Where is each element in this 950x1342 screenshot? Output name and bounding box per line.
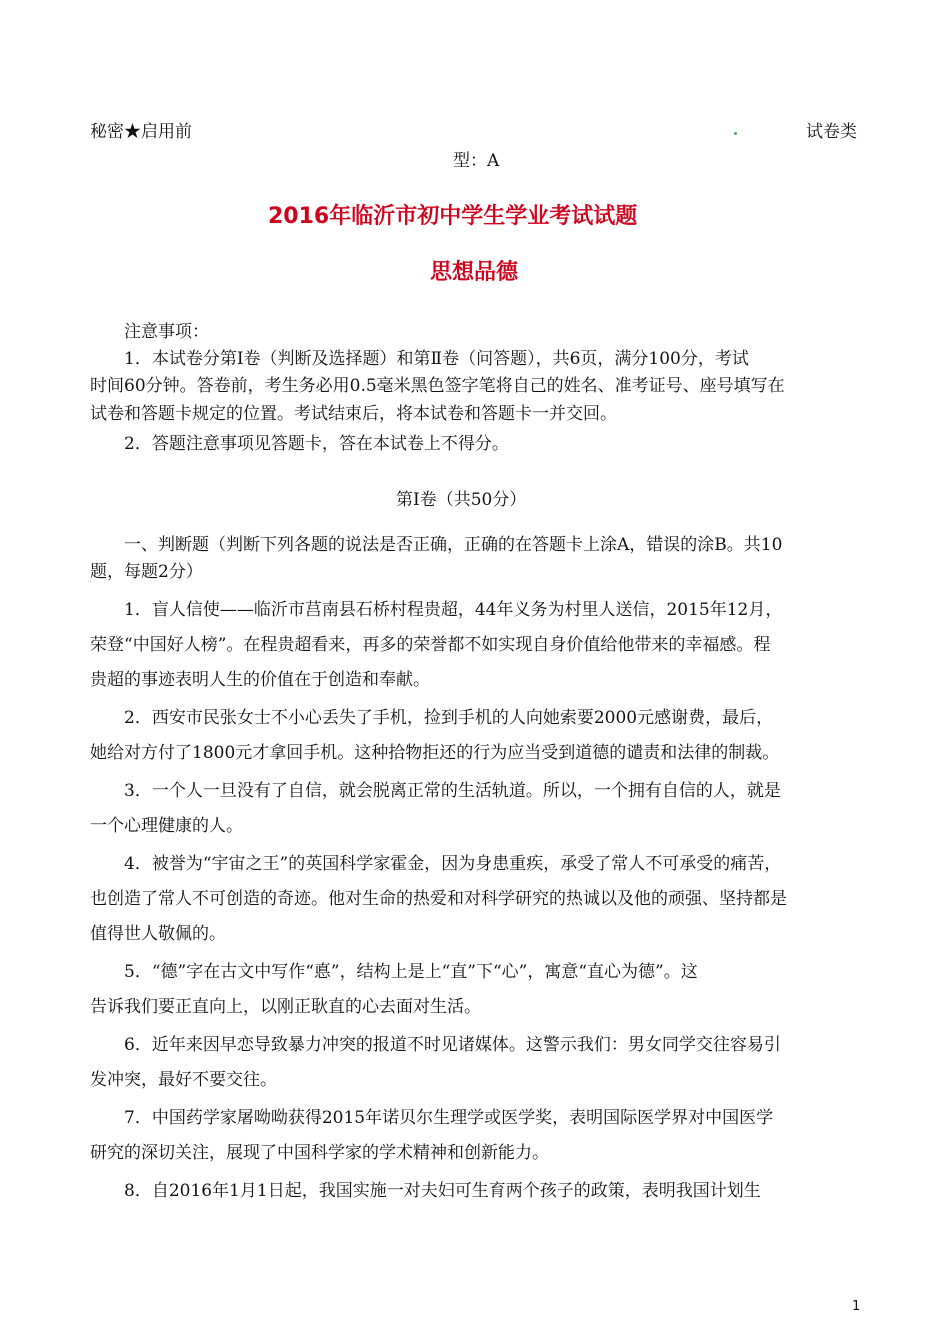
question-line: 告诉我们要正直向上，以刚正耿直的心去面对生活。 [90,997,481,1017]
question-line: 研究的深切关注，展现了中国科学家的学术精神和创新能力。 [90,1143,549,1163]
paper-type-label-start: 试卷类 [806,122,857,142]
confidential-mark: 秘密★启用前 [90,122,192,142]
question-line: 她给对方付了1800元才拿回手机。这种拾物拒还的行为应当受到道德的谴责和法律的制裁。 [90,743,780,763]
question-line: 5．“德”字在古文中写作“悳”，结构上是上“直”下“心”，寓意“直心为德”。这 [124,962,698,982]
notice-line: 试卷和答题卡规定的位置。考试结束后，将本试卷和答题卡一并交回。 [90,404,617,424]
question-line: 8．自2016年1月1日起，我国实施一对夫妇可生育两个孩子的政策，表明我国计划生 [124,1181,761,1201]
notice-line: 1．本试卷分第Ⅰ卷（判断及选择题）和第Ⅱ卷（问答题），共6页，满分100分，考试 [124,349,749,369]
stray-dot [734,132,737,135]
question-line: 一个心理健康的人。 [90,816,243,836]
question-line: 4．被誉为“宇宙之王”的英国科学家霍金，因为身患重疾，承受了常人不可承受的痛苦， [124,854,782,874]
question-line: 2．西安市民张女士不小心丢失了手机，捡到手机的人向她索要2000元感谢费，最后， [124,708,774,728]
question-line: 荣登“中国好人榜”。在程贵超看来，再多的荣誉都不如实现自身价值给他带来的幸福感。程 [90,635,771,655]
notice-line: 时间60分钟。答卷前，考生务必用0.5毫米黑色签字笔将自己的姓名、准考证号、座号填写在 [90,376,785,396]
section-instruction: 一、判断题（判断下列各题的说法是否正确，正确的在答题卡上涂A，错误的涂B。共10 [124,535,783,555]
paper-type-label-end: 型：A [453,151,500,171]
question-line: 1．盲人信使——临沂市莒南县石桥村程贵超，44年义务为村里人送信，2015年12月， [124,600,783,620]
question-line: 贵超的事迹表明人生的价值在于创造和奉献。 [90,670,430,690]
notice-line: 2．答题注意事项见答题卡，答在本试卷上不得分。 [124,434,509,454]
notice-heading: 注意事项： [124,322,209,342]
question-line: 7．中国药学家屠呦呦获得2015年诺贝尔生理学或医学奖，表明国际医学界对中国医学 [124,1108,774,1128]
section-title: 第Ⅰ卷（共50分） [396,490,527,510]
question-line: 值得世人敬佩的。 [90,924,226,944]
question-line: 也创造了常人不可创造的奇迹。他对生命的热爱和对科学研究的热诚以及他的顽强、坚持都是 [90,889,787,909]
question-line: 6．近年来因早恋导致暴力冲突的报道不时见诸媒体。这警示我们：男女同学交往容易引 [124,1035,781,1055]
question-line: 3．一个人一旦没有了自信，就会脱离正常的生活轨道。所以，一个拥有自信的人，就是 [124,781,781,801]
subject-title: 思想品德 [430,260,519,285]
section-instruction: 题，每题2分） [90,562,203,582]
page-number: 1 [852,1299,861,1314]
exam-title: 2016年临沂市初中学生学业考试试题 [268,204,638,229]
question-line: 发冲突，最好不要交往。 [90,1070,277,1090]
